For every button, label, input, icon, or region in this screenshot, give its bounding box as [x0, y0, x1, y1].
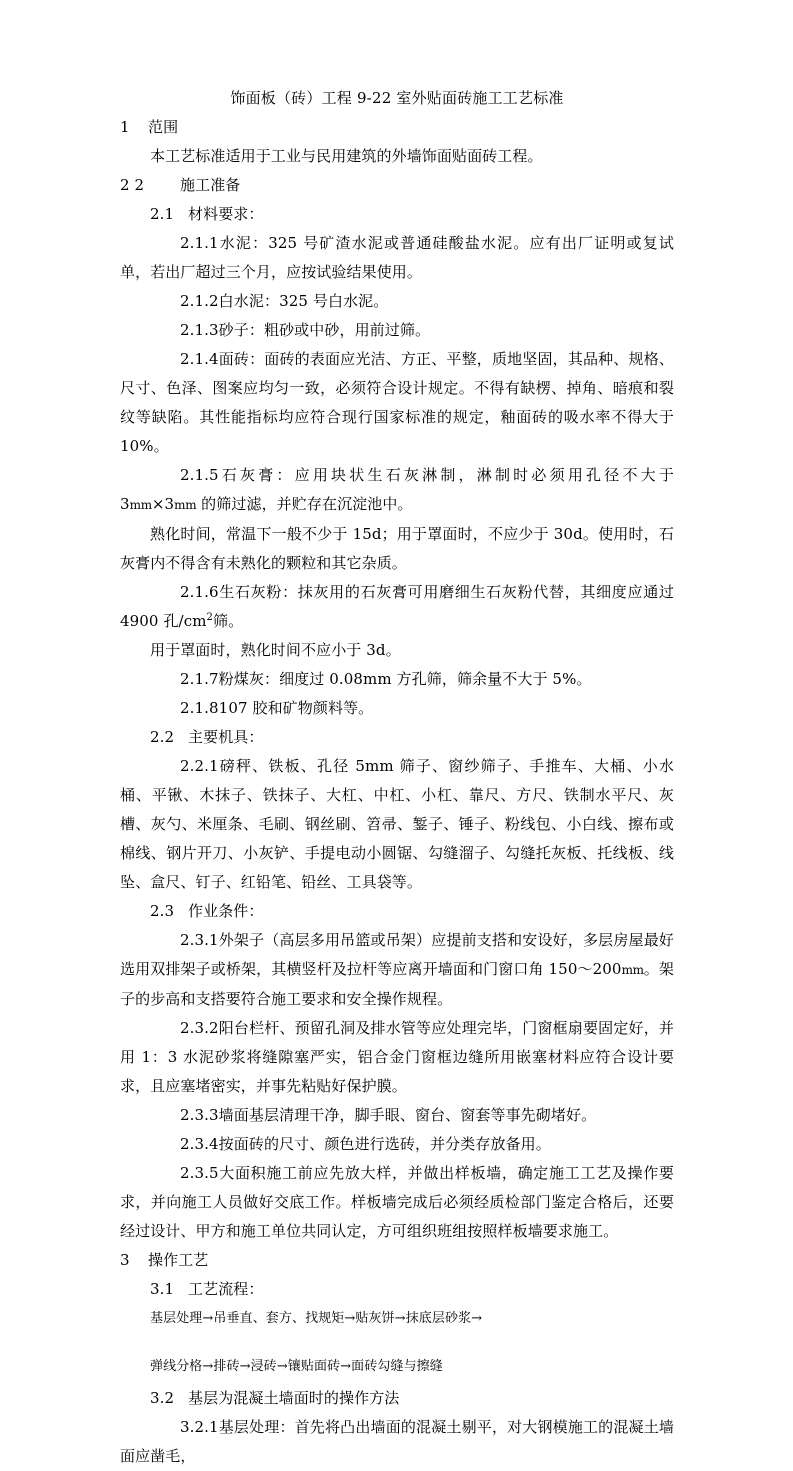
heading-text: 基层为混凝土墙面时的操作方法: [188, 1389, 400, 1407]
item-text-pre: 生石灰粉：抹灰用的石灰膏可用磨细生石灰粉代替，其细度应通过 4900 孔/cm: [120, 583, 674, 630]
heading-2-preparation: [120, 171, 674, 200]
item-text-post: 筛。: [213, 612, 244, 630]
item-2-2-1: [120, 752, 674, 897]
item-text: 水泥：325 号矿渣水泥或普通硅酸盐水泥。应有出厂证明或复试单，若出厂超过三个月，应按试验结果使用。: [120, 234, 674, 281]
item-text: 大面积施工前应先放大样，并做出样板墙，确定施工工艺及操作要求，并向施工人员做好交底工作。样板墙完成后必须经质检部门鉴定合格后，还要经过设计、甲方和施工单位共同认定，方可组织班组按照样板墙要求施工。: [120, 1164, 674, 1240]
flow-spacer: [120, 1333, 674, 1352]
item-2-3-3: [120, 1101, 674, 1130]
item-number: 2.1.7: [180, 670, 219, 688]
item-2-1-5: [120, 461, 674, 520]
item-number: 2.1.3: [180, 321, 219, 339]
page-title: 饰面板（砖）工程 9-22 室外贴面砖施工工艺标准: [230, 89, 564, 107]
heading-text: 操作工艺: [148, 1251, 209, 1269]
heading-number: 2.3: [150, 902, 175, 920]
item-2-1-8: [120, 694, 674, 723]
item-text: 磅秤、铁板、孔径 5mm 筛子、窗纱筛子、手推车、大桶、小水桶、平锹、木抹子、铁抹子、大杠、中杠、小杠、靠尺、方尺、铁制水平尺、灰槽、灰勺、米厘条、毛刷、钢丝刷、笤帚、錾子、锤子、粉线包、小白线、擦布或棉线、钢片开刀、小灰铲、手提电动小圆锯、勾缝溜子、勾缝托灰板、托线板、线坠、盒尺、钉子、红铅笔、铅丝、工具袋等。: [120, 757, 674, 891]
process-flow-line-1: 基层处理→吊垂直、套方、找规矩→贴灰饼→抹底层砂浆→: [150, 1311, 483, 1326]
heading-2-2-tools: [120, 723, 674, 752]
heading-1-scope: [120, 113, 674, 142]
heading-text: 材料要求：: [188, 205, 264, 223]
item-number: 2.1.2: [180, 292, 219, 310]
item-text: 阳台栏杆、预留孔洞及排水管等应处理完毕，门窗框扇要固定好，并用 1：3 水泥砂浆将缝隙塞严实，铝合金门窗框边缝所用嵌塞材料应符合设计要求，且应塞堵密实，并事先粘贴好保护膜。: [120, 1019, 674, 1095]
heading-number: 3: [120, 1251, 130, 1269]
superscript-exponent: 2: [206, 612, 213, 623]
item-number: 2.3.4: [180, 1135, 219, 1153]
heading-number: 3.1: [150, 1280, 175, 1298]
item-number: 2.2.1: [180, 757, 219, 775]
item-text-pre: 外架子（高层多用吊篮或吊架）应提前支搭和安设好，多层房屋最好选用双排架子或桥架，其横竖杆及拉杆等应离开墙面和门窗口角 150～200: [120, 931, 674, 978]
item-text-post: 。架子的步高和支搭要符合施工要求和安全操作规程。: [120, 960, 674, 1008]
heading-number: 2 2: [120, 176, 145, 194]
heading-text: 作业条件：: [188, 902, 264, 920]
item-number: 3.2.1: [180, 1418, 219, 1436]
heading-2-1-materials: [120, 200, 674, 229]
paragraph-scope-body: 本工艺标准适用于工业与民用建筑的外墙饰面贴面砖工程。: [150, 147, 543, 165]
paragraph-curing-coating: 用于罩面时，熟化时间不应小于 3d。: [150, 641, 401, 659]
heading-text: 主要机具：: [188, 728, 264, 746]
item-text: 粉煤灰：细度过 0.08mm 方孔筛，筛余量不大于 5%。: [218, 670, 592, 688]
item-2-1-6: [120, 578, 674, 636]
item-2-1-1: [120, 229, 674, 287]
heading-text: 范围: [148, 118, 179, 136]
item-2-1-2: [120, 287, 674, 316]
item-2-3-1: [120, 926, 674, 1014]
item-2-3-5: [120, 1159, 674, 1246]
item-number: 2.1.6: [180, 583, 219, 601]
item-number: 2.3.3: [180, 1106, 219, 1124]
item-text-part2: ×3: [151, 495, 175, 513]
item-2-1-4: [120, 345, 674, 461]
item-text: 面砖：面砖的表面应光洁、方正、平整，质地坚固，其品种、规格、尺寸、色泽、图案应均匀一致，必须符合设计规定。不得有缺楞、掉角、暗痕和裂纹等缺陷。其性能指标均应符合现行国家标准的规定，釉面砖的吸水率不得大于 10%。: [120, 350, 674, 455]
item-text: 白水泥：325 号白水泥。: [218, 292, 389, 310]
heading-number: 2.1: [150, 205, 175, 223]
item-number: 2.3.2: [180, 1019, 219, 1037]
heading-2-3-conditions: [120, 897, 674, 926]
unit-mm: mm: [621, 963, 644, 977]
item-2-1-7: [120, 665, 674, 694]
heading-number: 1: [120, 118, 130, 136]
item-text: 砂子：粗砂或中砂，用前过筛。: [218, 321, 431, 339]
document-content: [120, 84, 674, 1471]
item-number: 2.3.1: [180, 931, 219, 949]
item-text: 按面砖的尺寸、颜色进行选砖，并分类存放备用。: [218, 1135, 551, 1153]
paragraph-curing-time: 熟化时间，常温下一般不少于 15d；用于罩面时，不应少于 30d。使用时，石灰膏内不得含有未熟化的颗粒和其它杂质。: [120, 525, 674, 572]
heading-3-1-process-flow: [120, 1275, 674, 1304]
item-number: 2.1.1: [180, 234, 219, 252]
heading-3-operation: [120, 1246, 674, 1275]
item-number: 2.1.8: [180, 699, 219, 717]
heading-text: 工艺流程：: [188, 1280, 264, 1298]
item-number: 2.1.4: [180, 350, 219, 368]
item-2-3-4: [120, 1130, 674, 1159]
heading-3-2-concrete-wall: [120, 1384, 674, 1413]
item-text-part1: 石灰膏：应用块状生石灰淋制，淋制时必须用孔径不大于 3: [120, 466, 674, 513]
unit-mm: mm: [174, 498, 197, 512]
process-flow-line-2: 弹线分格→排砖→浸砖→镶贴面砖→面砖勾缝与擦缝: [150, 1359, 443, 1374]
item-text: 基层处理：首先将凸出墙面的混凝土剔平，对大钢模施工的混凝土墙面应凿毛，: [120, 1418, 674, 1465]
item-number: 2.3.5: [180, 1164, 219, 1182]
item-text: 墙面基层清理干净，脚手眼、窗台、窗套等事先砌堵好。: [218, 1106, 597, 1124]
item-2-3-2: [120, 1014, 674, 1101]
heading-number: 3.2: [150, 1389, 175, 1407]
item-text-part3: 的筛过滤，并贮存在沉淀池中。: [196, 495, 413, 513]
item-text: 107 胶和矿物颜料等。: [218, 699, 374, 717]
unit-mm: mm: [129, 498, 152, 512]
item-3-2-1: [120, 1413, 674, 1471]
heading-text: 施工准备: [180, 176, 241, 194]
item-2-1-3: [120, 316, 674, 345]
heading-number: 2.2: [150, 728, 175, 746]
item-number: 2.1.5: [180, 466, 219, 484]
